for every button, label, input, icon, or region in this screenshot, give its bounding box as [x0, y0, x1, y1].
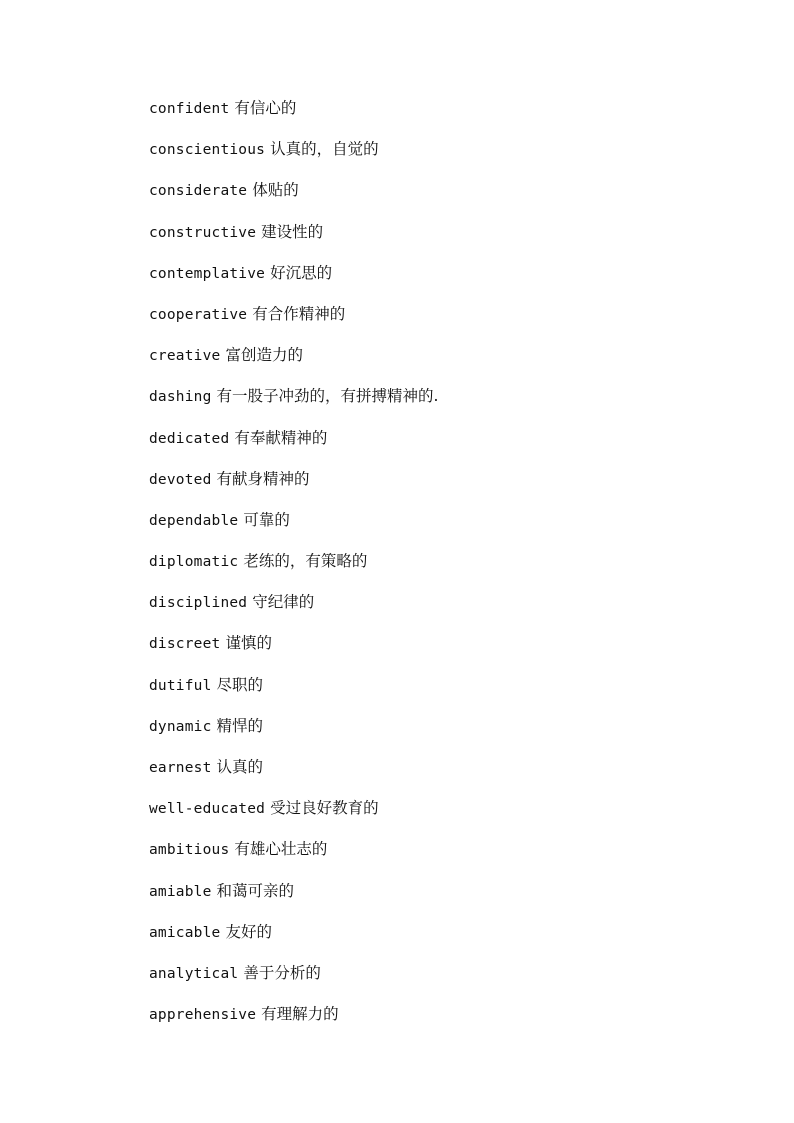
- vocab-entry: [149, 137, 709, 178]
- vocabulary-list: [149, 96, 709, 1043]
- english-term: confident: [149, 101, 230, 117]
- chinese-meaning: 认真的: [216, 758, 264, 776]
- chinese-meaning: 友好的: [225, 922, 272, 941]
- vocab-entry: [149, 755, 709, 796]
- chinese-meaning: 有献身精神的: [216, 469, 310, 488]
- vocab-entry: [149, 178, 709, 219]
- english-term: dashing: [149, 389, 212, 406]
- vocab-entry: [149, 467, 709, 508]
- english-term: discreet: [149, 636, 221, 653]
- english-term: dutiful: [149, 677, 212, 694]
- english-term: conscientious: [149, 142, 266, 159]
- english-term: creative: [149, 348, 221, 365]
- chinese-meaning: 可靠的: [243, 510, 290, 529]
- vocab-entry: [149, 879, 709, 920]
- vocab-entry: [149, 837, 709, 878]
- english-term: devoted: [149, 471, 212, 488]
- english-term: earnest: [149, 760, 212, 776]
- english-term: dependable: [149, 512, 239, 529]
- chinese-meaning: 尽职的: [216, 675, 264, 694]
- vocab-entry: [149, 549, 709, 590]
- chinese-meaning: 有雄心壮志的: [234, 840, 328, 859]
- vocab-entry: [149, 1002, 709, 1043]
- vocab-entry: [149, 796, 709, 837]
- vocab-entry: [149, 961, 709, 1002]
- english-term: considerate: [149, 183, 248, 200]
- english-term: contemplative: [149, 265, 266, 282]
- vocab-entry: [149, 590, 709, 631]
- vocab-entry: [149, 302, 709, 343]
- chinese-meaning: 谨慎的: [225, 634, 272, 653]
- vocab-entry: [149, 220, 709, 261]
- chinese-meaning: 受过良好教育的: [270, 799, 379, 818]
- chinese-meaning: 守纪律的: [252, 593, 315, 612]
- chinese-meaning: 建设性的: [261, 222, 324, 241]
- chinese-meaning: 有奉献精神的: [234, 428, 328, 447]
- vocab-entry: [149, 508, 709, 549]
- english-term: diplomatic: [149, 554, 239, 571]
- chinese-meaning: 好沉思的: [270, 263, 333, 282]
- english-term: apprehensive: [149, 1007, 257, 1024]
- vocab-entry: [149, 426, 709, 467]
- english-term: dynamic: [149, 718, 212, 735]
- chinese-meaning: 认真的，自觉的: [270, 140, 379, 159]
- chinese-meaning: 善于分析的: [243, 963, 321, 982]
- english-term: analytical: [149, 965, 239, 982]
- chinese-meaning: 有理解力的: [261, 1005, 339, 1024]
- vocab-entry: [149, 631, 709, 672]
- english-term: ambitious: [149, 842, 230, 859]
- english-term: constructive: [149, 224, 257, 241]
- chinese-meaning: 富创造力的: [225, 346, 303, 365]
- chinese-meaning: 和蔼可亲的: [216, 881, 295, 900]
- english-term: well-educated: [149, 801, 266, 818]
- chinese-meaning: 有一股子冲劲的，有拼搏精神的.: [216, 387, 439, 406]
- chinese-meaning: 有合作精神的: [252, 304, 346, 323]
- english-term: cooperative: [149, 306, 248, 323]
- chinese-meaning: 精悍的: [216, 716, 264, 735]
- english-term: amiable: [149, 883, 212, 900]
- chinese-meaning: 有信心的: [234, 99, 297, 117]
- vocab-entry: [149, 261, 709, 302]
- english-term: disciplined: [149, 595, 248, 612]
- english-term: amicable: [149, 924, 221, 941]
- english-term: dedicated: [149, 430, 230, 447]
- vocab-entry: [149, 673, 709, 714]
- chinese-meaning: 体贴的: [252, 181, 299, 200]
- vocab-entry: [149, 920, 709, 961]
- vocab-entry: [149, 714, 709, 755]
- vocab-entry: [149, 343, 709, 384]
- vocab-entry: [149, 96, 709, 137]
- chinese-meaning: 老练的，有策略的: [243, 552, 368, 571]
- vocab-entry: [149, 384, 709, 425]
